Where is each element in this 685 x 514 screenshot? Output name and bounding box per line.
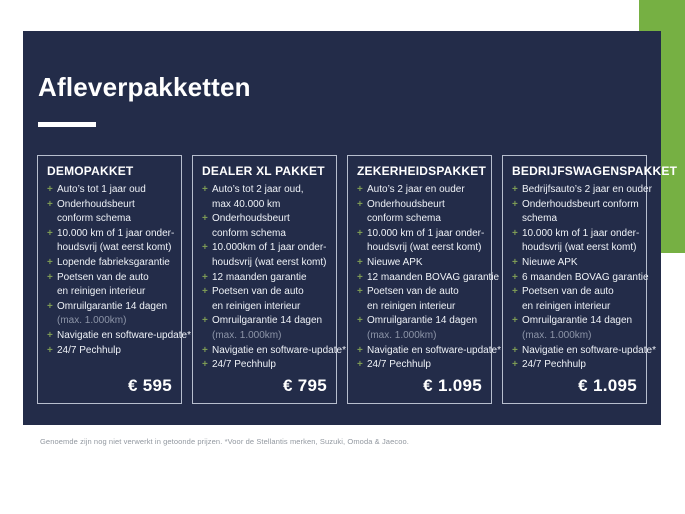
plus-spacer <box>357 241 367 256</box>
feature-text: Poetsen van de auto <box>367 286 459 298</box>
feature-text: 12 maanden BOVAG garantie <box>367 271 500 283</box>
feature-text: Onderhoudsbeurt <box>57 198 135 210</box>
package-title: ZEKERHEIDSPAKKET <box>357 164 486 178</box>
plus-icon: + <box>512 227 518 239</box>
feature-text: 24/7 Pechhulp <box>57 344 121 356</box>
feature-line <box>512 300 642 315</box>
feature-line <box>357 256 487 271</box>
feature-line <box>202 344 346 359</box>
feature-line <box>47 198 177 213</box>
package-title: BEDRIJFSWAGENSPAKKET <box>512 164 678 178</box>
feature-line <box>357 329 487 344</box>
feature-text: en reinigen interieur <box>522 300 611 312</box>
feature-line <box>202 212 332 227</box>
feature-text: Navigatie en software-update* <box>57 329 191 341</box>
plus-icon: + <box>47 227 53 239</box>
feature-text: Omruilgarantie 14 dagen <box>212 315 323 327</box>
feature-line <box>47 256 177 271</box>
plus-spacer <box>47 212 57 227</box>
package-card <box>347 155 501 404</box>
plus-icon: + <box>512 256 518 268</box>
plus-spacer <box>512 212 522 227</box>
feature-text: 10.000km of 1 jaar onder- <box>212 242 327 254</box>
plus-icon: + <box>357 184 363 195</box>
feature-line <box>512 271 649 286</box>
package-price: € 1.095 <box>578 376 637 395</box>
feature-line <box>357 271 500 286</box>
feature-text: Auto’s tot 2 jaar oud, <box>212 184 304 195</box>
feature-line <box>512 329 642 344</box>
plus-spacer <box>202 256 212 271</box>
package-title: DEALER XL PAKKET <box>202 164 325 178</box>
feature-line <box>47 314 177 329</box>
plus-spacer <box>512 241 522 256</box>
feature-line <box>512 198 642 213</box>
feature-text: houdsvrij (wat eerst komt) <box>57 242 172 254</box>
plus-icon: + <box>47 344 53 356</box>
plus-icon: + <box>47 271 53 283</box>
feature-text: Onderhoudsbeurt <box>367 198 445 210</box>
feature-text: conform schema <box>367 213 441 225</box>
plus-spacer <box>512 300 522 315</box>
feature-line <box>512 344 656 359</box>
plus-spacer <box>202 227 212 242</box>
feature-line <box>202 314 332 329</box>
feature-text: 24/7 Pechhulp <box>367 359 431 371</box>
feature-text: Omruilgarantie 14 dagen <box>367 315 478 327</box>
feature-text: Lopende fabrieksgarantie <box>57 256 170 268</box>
plus-icon: + <box>202 213 208 225</box>
plus-icon: + <box>357 227 363 239</box>
feature-text: schema <box>522 213 558 225</box>
plus-spacer <box>47 314 57 329</box>
title-underline <box>38 122 96 127</box>
main-panel <box>23 31 678 425</box>
feature-text: 12 maanden garantie <box>212 271 307 283</box>
plus-icon: + <box>512 359 518 371</box>
feature-text: Auto’s tot 1 jaar oud <box>57 184 146 195</box>
plus-spacer <box>47 285 57 300</box>
feature-text: 24/7 Pechhulp <box>212 359 276 371</box>
feature-text: en reinigen interieur <box>57 286 146 298</box>
plus-spacer <box>357 329 367 344</box>
feature-line <box>357 227 487 242</box>
feature-text: houdsvrij (wat eerst komt) <box>522 242 637 254</box>
feature-line <box>202 300 332 315</box>
plus-spacer <box>47 241 57 256</box>
plus-icon: + <box>202 359 208 371</box>
plus-icon: + <box>512 344 518 356</box>
package-feature-list <box>202 183 346 373</box>
feature-line <box>357 183 487 198</box>
feature-line <box>357 198 487 213</box>
feature-text: 6 maanden BOVAG garantie <box>522 271 649 283</box>
plus-icon: + <box>357 256 363 268</box>
feature-text: Bedrijfsauto’s 2 jaar en ouder <box>522 184 652 195</box>
feature-line <box>47 285 177 300</box>
package-price: € 1.095 <box>423 376 482 395</box>
feature-text: Auto’s 2 jaar en ouder <box>367 184 465 195</box>
plus-spacer <box>202 300 212 315</box>
plus-icon: + <box>202 184 208 195</box>
feature-line <box>202 256 332 271</box>
feature-text: Navigatie en software-update* <box>367 344 501 356</box>
package-feature-list <box>47 183 191 358</box>
plus-spacer <box>202 198 212 213</box>
feature-text: 10.000 km of 1 jaar onder- <box>367 227 485 239</box>
feature-text: (max. 1.000km) <box>522 329 592 341</box>
feature-text: Omruilgarantie 14 dagen <box>522 315 633 327</box>
plus-icon: + <box>512 198 518 210</box>
feature-line <box>47 329 191 344</box>
plus-icon: + <box>357 198 363 210</box>
feature-line <box>202 329 332 344</box>
package-card <box>37 155 191 404</box>
plus-icon: + <box>512 286 518 298</box>
feature-text: 24/7 Pechhulp <box>522 359 586 371</box>
feature-text: Navigatie en software-update* <box>522 344 656 356</box>
feature-line <box>512 358 642 373</box>
feature-text: Navigatie en software-update* <box>212 344 346 356</box>
feature-text: en reinigen interieur <box>212 300 301 312</box>
feature-line <box>47 227 177 242</box>
feature-line <box>512 256 642 271</box>
feature-line <box>512 227 642 242</box>
plus-icon: + <box>47 300 53 312</box>
feature-text: en reinigen interieur <box>367 300 456 312</box>
feature-text: Onderhoudsbeurt <box>212 213 290 225</box>
plus-icon: + <box>202 286 208 298</box>
feature-text: houdsvrij (wat eerst komt) <box>212 256 327 268</box>
feature-text: Onderhoudsbeurt conform <box>522 198 639 210</box>
feature-line <box>357 300 487 315</box>
plus-icon: + <box>512 271 518 283</box>
plus-icon: + <box>202 242 208 254</box>
package-price: € 795 <box>282 376 327 395</box>
package-card <box>502 155 678 404</box>
plus-icon: + <box>47 256 53 268</box>
feature-line <box>202 271 332 286</box>
package-feature-list <box>512 183 656 373</box>
feature-text: (max. 1.000km) <box>57 315 127 327</box>
footnote: Genoemde zijn nog niet verwerkt in getoonde prijzen. *Voor de Stellantis merken, Suzuki, Omoda & Jaecoo. <box>40 437 409 446</box>
feature-line <box>47 212 177 227</box>
feature-line <box>357 314 487 329</box>
feature-text: Poetsen van de auto <box>212 286 304 298</box>
plus-icon: + <box>47 198 53 210</box>
plus-icon: + <box>357 271 363 283</box>
plus-icon: + <box>512 315 518 327</box>
feature-text: (max. 1.000km) <box>367 329 437 341</box>
feature-line <box>512 212 642 227</box>
feature-line <box>47 241 177 256</box>
plus-spacer <box>357 300 367 315</box>
feature-text: Nieuwe APK <box>367 256 423 268</box>
feature-line <box>47 300 177 315</box>
plus-icon: + <box>202 271 208 283</box>
feature-text: 10.000 km of 1 jaar onder- <box>522 227 640 239</box>
feature-text: conform schema <box>57 213 131 225</box>
feature-line <box>512 183 652 198</box>
plus-icon: + <box>512 184 518 195</box>
feature-line <box>202 358 332 373</box>
feature-text: houdsvrij (wat eerst komt) <box>367 242 482 254</box>
plus-icon: + <box>357 344 363 356</box>
feature-line <box>202 241 332 256</box>
feature-text: conform schema <box>212 227 286 239</box>
feature-text: Nieuwe APK <box>522 256 578 268</box>
feature-text: Poetsen van de auto <box>57 271 149 283</box>
package-card <box>192 155 346 404</box>
plus-icon: + <box>47 184 53 195</box>
plus-spacer <box>512 329 522 344</box>
package-price: € 595 <box>127 376 172 395</box>
plus-icon: + <box>202 315 208 327</box>
feature-line <box>512 241 642 256</box>
feature-text: Omruilgarantie 14 dagen <box>57 300 168 312</box>
feature-line <box>357 241 487 256</box>
feature-text: (max. 1.000km) <box>212 329 282 341</box>
feature-line <box>357 344 501 359</box>
plus-icon: + <box>357 359 363 371</box>
feature-line <box>47 344 177 359</box>
plus-spacer <box>357 212 367 227</box>
feature-line <box>47 183 177 198</box>
plus-spacer <box>202 329 212 344</box>
feature-line <box>512 314 642 329</box>
plus-icon: + <box>202 344 208 356</box>
feature-line <box>357 358 487 373</box>
feature-line <box>202 198 332 213</box>
feature-line <box>512 285 642 300</box>
feature-text: 10.000 km of 1 jaar onder- <box>57 227 175 239</box>
feature-text: Poetsen van de auto <box>522 286 614 298</box>
feature-line <box>202 285 332 300</box>
plus-icon: + <box>47 329 53 341</box>
package-title: DEMOPAKKET <box>47 164 134 178</box>
feature-line <box>202 227 332 242</box>
page-title: Afleverpakketten <box>38 72 251 102</box>
feature-line <box>357 285 487 300</box>
plus-icon: + <box>357 286 363 298</box>
feature-line <box>47 271 177 286</box>
feature-text: max 40.000 km <box>212 198 281 210</box>
package-feature-list <box>357 183 501 373</box>
feature-line <box>202 183 332 198</box>
plus-icon: + <box>357 315 363 327</box>
feature-line <box>357 212 487 227</box>
packages-row <box>37 155 678 404</box>
